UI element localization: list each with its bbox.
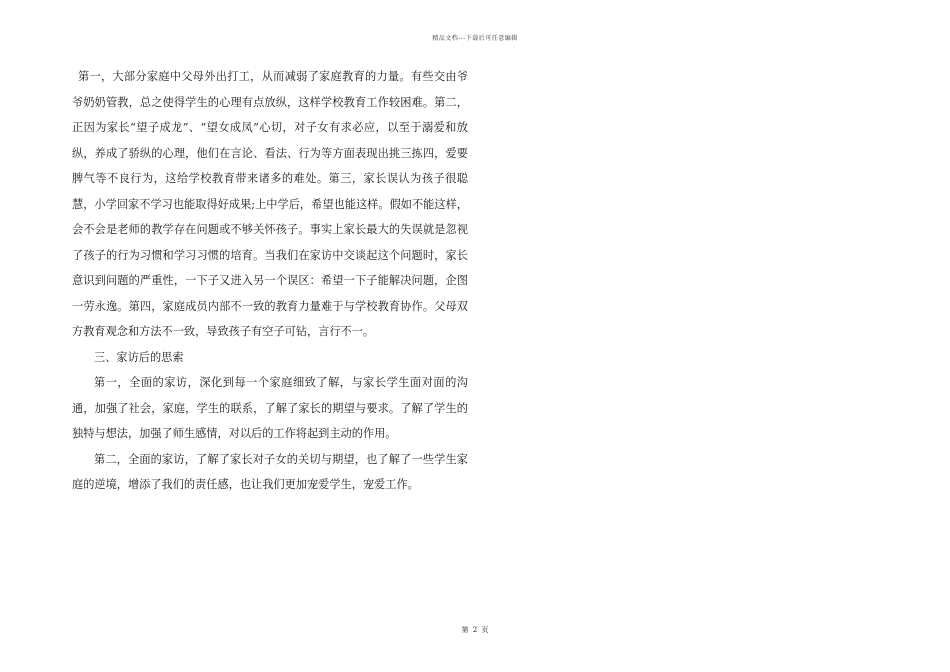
- header-note: 精品文档---下载后可任意编辑: [432, 35, 518, 42]
- body-paragraph-2: 第一，全面的家访，深化到每一个家庭细致了解，与家长学生面对面的沟通，加强了社会，家庭，学生的联系，了解了家长的期望与要求。了解了学生的独特与想法，加强了师生感情，对以后的工作将起到主动的作用。: [72, 376, 468, 440]
- document-body: [72, 64, 468, 498]
- body-paragraph-1: 第一，大部分家庭中父母外出打工，从而减弱了家庭教育的力量。有些交由爷爷奶奶管教，总之使得学生的心理有点放纵，这样学校教育工作较困难。第二，正因为家长“望子成龙”、“望女成凤”心切，对子女有求必应，以至于溺爱和放纵，养成了骄纵的心理，他们在言论、看法、行为等方面表现出挑三拣四，爱要脾气等不良行为，这给学校教育带来诸多的难处。第三，家长误认为孩子很聪慧，小学回家不学习也能取得好成果;上中学后，希望也能这样。假如不能这样，会不会是老师的教学存在问题或不够关怀孩子。事实上家长最大的失误就是忽视了孩子的行为习惯和学习习惯的培育。当我们在家访中交谈起这个问题时，家长意识到问题的严重性，一下子又进入另一个误区：希望一下子能解决问题，企图一劳永逸。第四，家庭成员内部不一致的教育力量难于与学校教育协作。父母双方教育观念和方法不一致，导致孩子有空子可钻，言行不一。: [72, 70, 468, 338]
- body-paragraph-3: 第二，全面的家访，了解了家长对子女的关切与期望，也了解了一些学生家庭的逆境，增添了我们的责任感，也让我们更加宠爱学生，宠爱工作。: [72, 452, 468, 491]
- page-number: 第 2 页: [461, 626, 489, 634]
- section-heading: 三、家访后的思索: [94, 350, 184, 364]
